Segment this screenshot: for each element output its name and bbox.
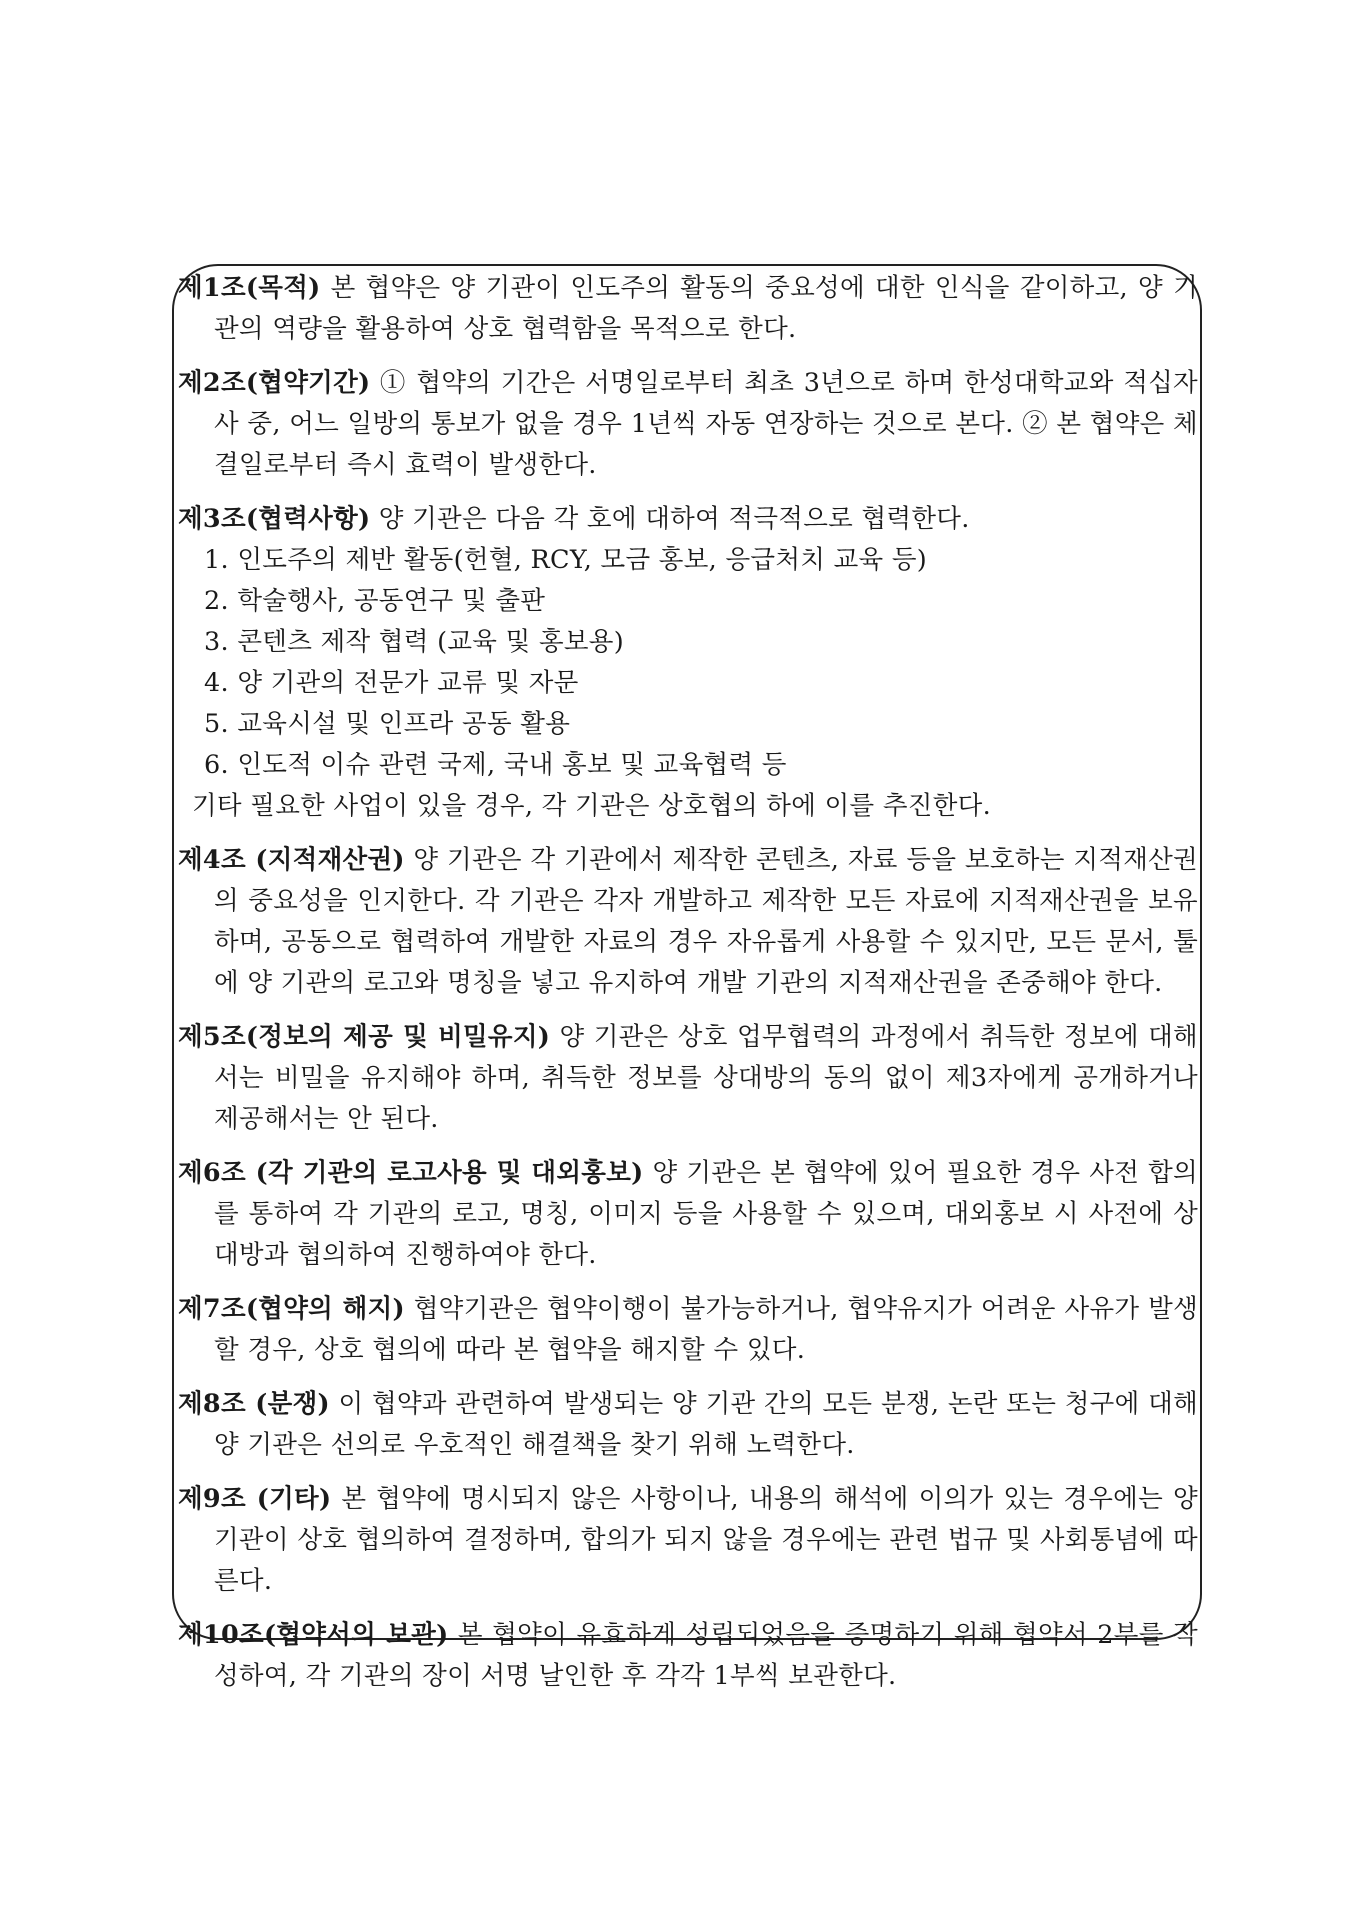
article-body: 양 기관은 각 기관에서 제작한 콘텐츠, 자료 등을 보호하는 지적재산권의 중요성을 인지한다. 각 기관은 각자 개발하고 제작한 모든 자료에 지적재산권을 보유하며, 공동으로 협력하여 개발한 자료의 경우 자유롭게 사용할 수 있지만, 모든 문서, 툴에 양 기관의 로고와 명칭을 넣고 유지하여 개발 기관의 지적재산권을 존중해야 한다. <box>214 845 1198 998</box>
article-title: 제6조 (각 기관의 로고사용 및 대외홍보) <box>178 1158 644 1188</box>
article-closing: 기타 필요한 사업이 있을 경우, 각 기관은 상호협의 하에 이를 추진한다. <box>192 791 991 821</box>
list-item: 5. 교육시설 및 인프라 공동 활용 <box>204 709 571 739</box>
article-body: 양 기관은 본 협약에 있어 필요한 경우 사전 합의를 통하여 각 기관의 로고, 명칭, 이미지 등을 사용할 수 있으며, 대외홍보 시 사전에 상대방과 협의하여 진행하여야 한다. <box>214 1158 1198 1270</box>
article-title: 제7조(협약의 해지) <box>178 1294 405 1324</box>
list-item: 6. 인도적 이슈 관련 국제, 국내 홍보 및 교육협력 등 <box>204 750 787 780</box>
agreement-articles <box>178 268 1198 1710</box>
article-body: 본 협약이 유효하게 성립되었음을 증명하기 위해 협약서 2부를 작성하여, 각 기관의 장이 서명 날인한 후 각각 1부씩 보관한다. <box>214 1620 1198 1691</box>
article-body: 양 기관은 다음 각 호에 대하여 적극적으로 협력한다. <box>370 504 970 534</box>
article-title: 제3조(협력사항) <box>178 504 371 534</box>
article-2 <box>178 363 1198 486</box>
article-10 <box>178 1615 1198 1697</box>
article-body: 협약기관은 협약이행이 불가능하거나, 협약유지가 어려운 사유가 발생할 경우, 상호 협의에 따라 본 협약을 해지할 수 있다. <box>214 1294 1198 1365</box>
list-item: 4. 양 기관의 전문가 교류 및 자문 <box>204 668 579 698</box>
article-body: 본 협약에 명시되지 않은 사항이나, 내용의 해석에 이의가 있는 경우에는 양 기관이 상호 협의하여 결정하며, 합의가 되지 않을 경우에는 관련 법규 및 사회통념에 따른다. <box>214 1484 1198 1596</box>
article-4 <box>178 840 1198 1004</box>
article-7 <box>178 1289 1198 1371</box>
article-body: 양 기관은 상호 업무협력의 과정에서 취득한 정보에 대해서는 비밀을 유지해야 하며, 취득한 정보를 상대방의 동의 없이 제3자에게 공개하거나 제공해서는 안 된다. <box>214 1022 1198 1134</box>
cooperation-item-list <box>178 540 1198 786</box>
article-title: 제8조 (분쟁) <box>178 1389 330 1419</box>
article-title: 제4조 (지적재산권) <box>178 845 405 875</box>
list-item: 1. 인도주의 제반 활동(헌혈, RCY, 모금 홍보, 응급처치 교육 등) <box>204 545 928 575</box>
article-title: 제2조(협약기간) <box>178 368 371 398</box>
article-5 <box>178 1017 1198 1140</box>
article-title: 제1조(목적) <box>178 273 321 303</box>
article-8 <box>178 1384 1198 1466</box>
article-9 <box>178 1479 1198 1602</box>
article-title: 제9조 (기타) <box>178 1484 332 1514</box>
list-item: 2. 학술행사, 공동연구 및 출판 <box>204 586 546 616</box>
article-body: 본 협약은 양 기관이 인도주의 활동의 중요성에 대한 인식을 같이하고, 양 기관의 역량을 활용하여 상호 협력함을 목적으로 한다. <box>214 273 1198 344</box>
article-body: ① 협약의 기간은 서명일로부터 최초 3년으로 하며 한성대학교와 적십자사 중, 어느 일방의 통보가 없을 경우 1년씩 자동 연장하는 것으로 본다. ② 본 협약은 체결일로부터 즉시 효력이 발생한다. <box>214 368 1198 480</box>
article-body: 이 협약과 관련하여 발생되는 양 기관 간의 모든 분쟁, 논란 또는 청구에 대해 양 기관은 선의로 우호적인 해결책을 찾기 위해 노력한다. <box>214 1389 1198 1460</box>
list-item: 3. 콘텐츠 제작 협력 (교육 및 홍보용) <box>204 627 624 657</box>
article-3 <box>178 499 1198 827</box>
article-1 <box>178 268 1198 350</box>
article-6 <box>178 1153 1198 1276</box>
article-title: 제5조(정보의 제공 및 비밀유지) <box>178 1022 551 1052</box>
article-title: 제10조(협약서의 보관) <box>178 1620 449 1650</box>
